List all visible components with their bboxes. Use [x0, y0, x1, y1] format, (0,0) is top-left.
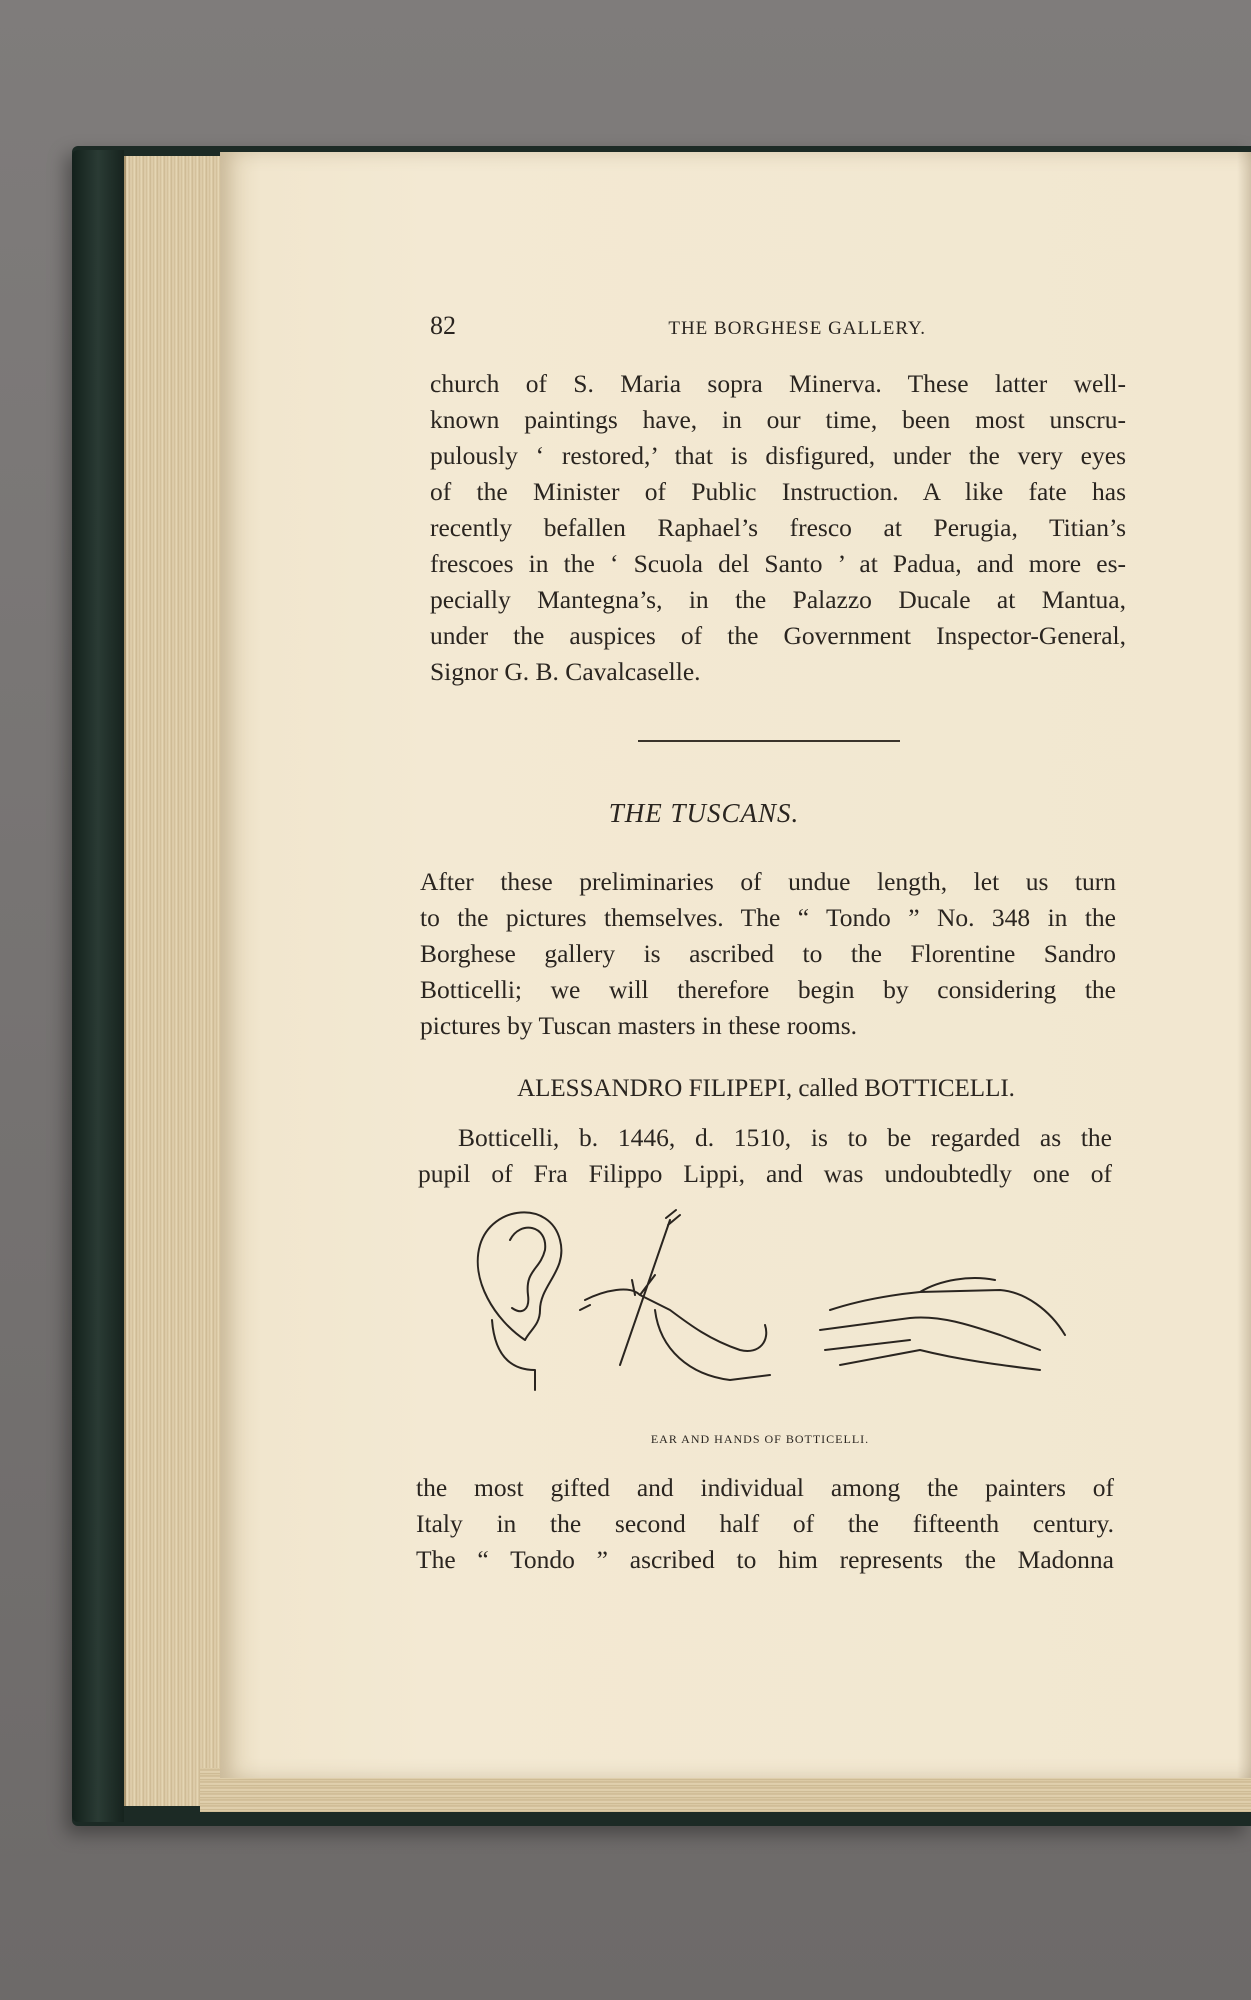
text-line: known paintings have, in our time, been most unscru-: [430, 405, 1126, 434]
figure-caption: EAR AND HANDS OF BOTTICELLI.: [650, 1432, 870, 1446]
text-line: the most gifted and individual among the painters of: [416, 1473, 1114, 1502]
running-header: [430, 311, 928, 341]
botticelli-ear-hands-illustration: [440, 1200, 1070, 1430]
text-line: frescoes in the ‘ Scuola del Santo ’ at Padua, and more es-: [430, 549, 1126, 578]
text-line: pictures by Tuscan masters in these rooms.: [420, 1011, 857, 1040]
artist-subheading: ALESSANDRO FILIPEPI, called BOTTICELLI.: [517, 1075, 1015, 1102]
text-line: pecially Mantegna’s, in the Palazzo Ducale at Mantua,: [430, 585, 1126, 614]
text-line: Signor G. B. Cavalcaselle.: [430, 657, 701, 686]
text-line: After these preliminaries of undue length, let us turn: [420, 867, 1116, 896]
text-line: Botticelli; we will therefore begin by considering the: [420, 975, 1116, 1004]
text-line: Botticelli, b. 1446, d. 1510, is to be regarded as the: [458, 1123, 1112, 1152]
section-divider: [638, 740, 900, 742]
text-line: pupil of Fra Filippo Lippi, and was undoubtedly one of: [418, 1159, 1112, 1188]
text-line: The “ Tondo ” ascribed to him represents the Madonna: [416, 1545, 1114, 1574]
book-spine: [72, 150, 124, 1822]
open-hand-drawing: [820, 1278, 1065, 1370]
hand-with-stylus-drawing: [580, 1210, 770, 1380]
text-line: recently befallen Raphael’s fresco at Perugia, Titian’s: [430, 513, 1126, 542]
page-edges: [124, 156, 226, 1806]
text-line: Borghese gallery is ascribed to the Florentine Sandro: [420, 939, 1116, 968]
text-line: under the auspices of the Government Inspector-General,: [430, 621, 1126, 650]
page-number: 82: [430, 311, 456, 340]
text-line: church of S. Maria sopra Minerva. These latter well-: [430, 369, 1126, 398]
text-line: to the pictures themselves. The “ Tondo ” No. 348 in the: [420, 903, 1116, 932]
text-line: pulously ‘ restored,’ that is disfigured, under the very eyes: [430, 441, 1126, 470]
ear-drawing: [478, 1212, 562, 1390]
section-title: THE TUSCANS.: [608, 798, 800, 828]
text-line: Italy in the second half of the fifteenth century.: [416, 1509, 1114, 1538]
running-title: THE BORGHESE GALLERY.: [668, 318, 926, 339]
text-line: of the Minister of Public Instruction. A like fate has: [430, 477, 1126, 506]
